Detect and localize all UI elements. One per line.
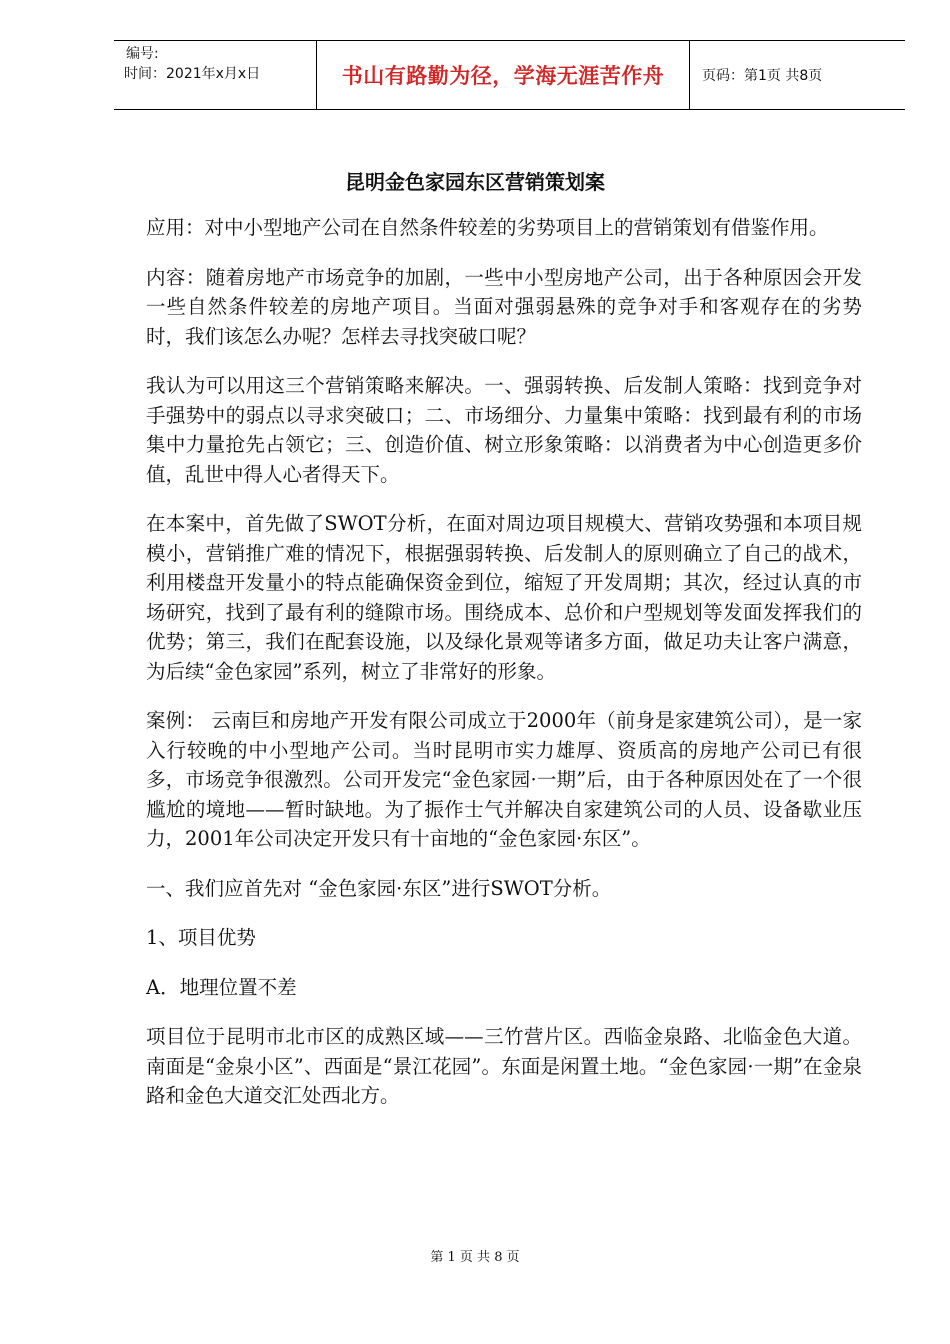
paragraph-strategies: 我认为可以用这三个营销策略来解决。一、强弱转换、后发制人策略：找到竞争对手强势中的弱点以寻求突破口；二、市场细分、力量集中策略：找到最有利的市场集中力量抢先占领它；三、创造价值、树立形象策略：以消费者为中心创造更多价值，乱世中得人心者得天下。 [146,374,862,486]
document-title: 昆明金色家园东区营销策划案 [345,170,605,194]
paragraph-content: 内容：随着房地产市场竞争的加剧，一些中小型房地产公司，出于各种原因会开发一些自然条件较差的房地产项目。当面对强弱悬殊的竞争对手和客观存在的劣势时，我们该怎么办呢？怎样去寻找突破口呢？ [146,265,862,348]
header-page-cell [690,41,905,109]
motto-text: 书山有路勤为径，学海无涯苦作舟 [341,64,665,88]
paragraph-summary: 在本案中，首先做了SWOT分析，在面对周边项目规模大、营销攻势强和本项目规模小，营销推广难的情况下，根据强弱转换、后发制人的原则确立了自己的战术，利用楼盘开发量小的特点能确保资金到位，缩短了开发周期；其次，经过认真的市场研究，找到了最有利的缝隙市场。围绕成本、总价和户型规划等发面发挥我们的优势；第三，我们在配套设施，以及绿化景观等诸多方面，做足功夫让客户满意，为后续“金色家园”系列，树立了非常好的形象。 [146,512,862,683]
header-meta-cell [114,41,317,109]
time-label: 时间：2021年x月x日 [124,66,261,82]
paragraph-application: 应用：对中小型地产公司在自然条件较差的劣势项目上的营销策划有借鉴作用。 [146,216,829,239]
section-heading-swot: 一、我们应首先对 “金色家园·东区”进行SWOT分析。 [146,876,612,900]
header-motto-cell [317,41,690,109]
page-footer: 第 1 页 共 8 页 [430,1250,520,1265]
document-body [146,213,862,1131]
number-label: 编号: [126,46,159,62]
subheading-location: A．地理位置不差 [146,975,297,999]
document-header [114,40,905,110]
paragraph-case: 案例： 云南巨和房地产开发有限公司成立于2000年（前身是家建筑公司），是一家入行较晚的中小型地产公司。当时昆明市实力雄厚、资质高的房地产公司已有很多，市场竞争很激烈。公司开发完“金色家园·一期”后，由于各种原因处在了一个很尴尬的境地——暂时缺地。为了振作士气并解决自家建筑公司的人员、设备歇业压力，2001年公司决定开发只有十亩地的“金色家园·东区”。 [146,709,862,850]
paragraph-location: 项目位于昆明市北市区的成熟区域——三竹营片区。西临金泉路、北临金色大道。南面是“金泉小区”、西面是“景江花园”。东面是闲置土地。“金色家园·一期”在金泉路和金色大道交汇处西北方。 [146,1025,862,1107]
subheading-advantages: 1、项目优势 [146,926,256,949]
page-info: 页码：第1页 共8页 [702,68,823,84]
